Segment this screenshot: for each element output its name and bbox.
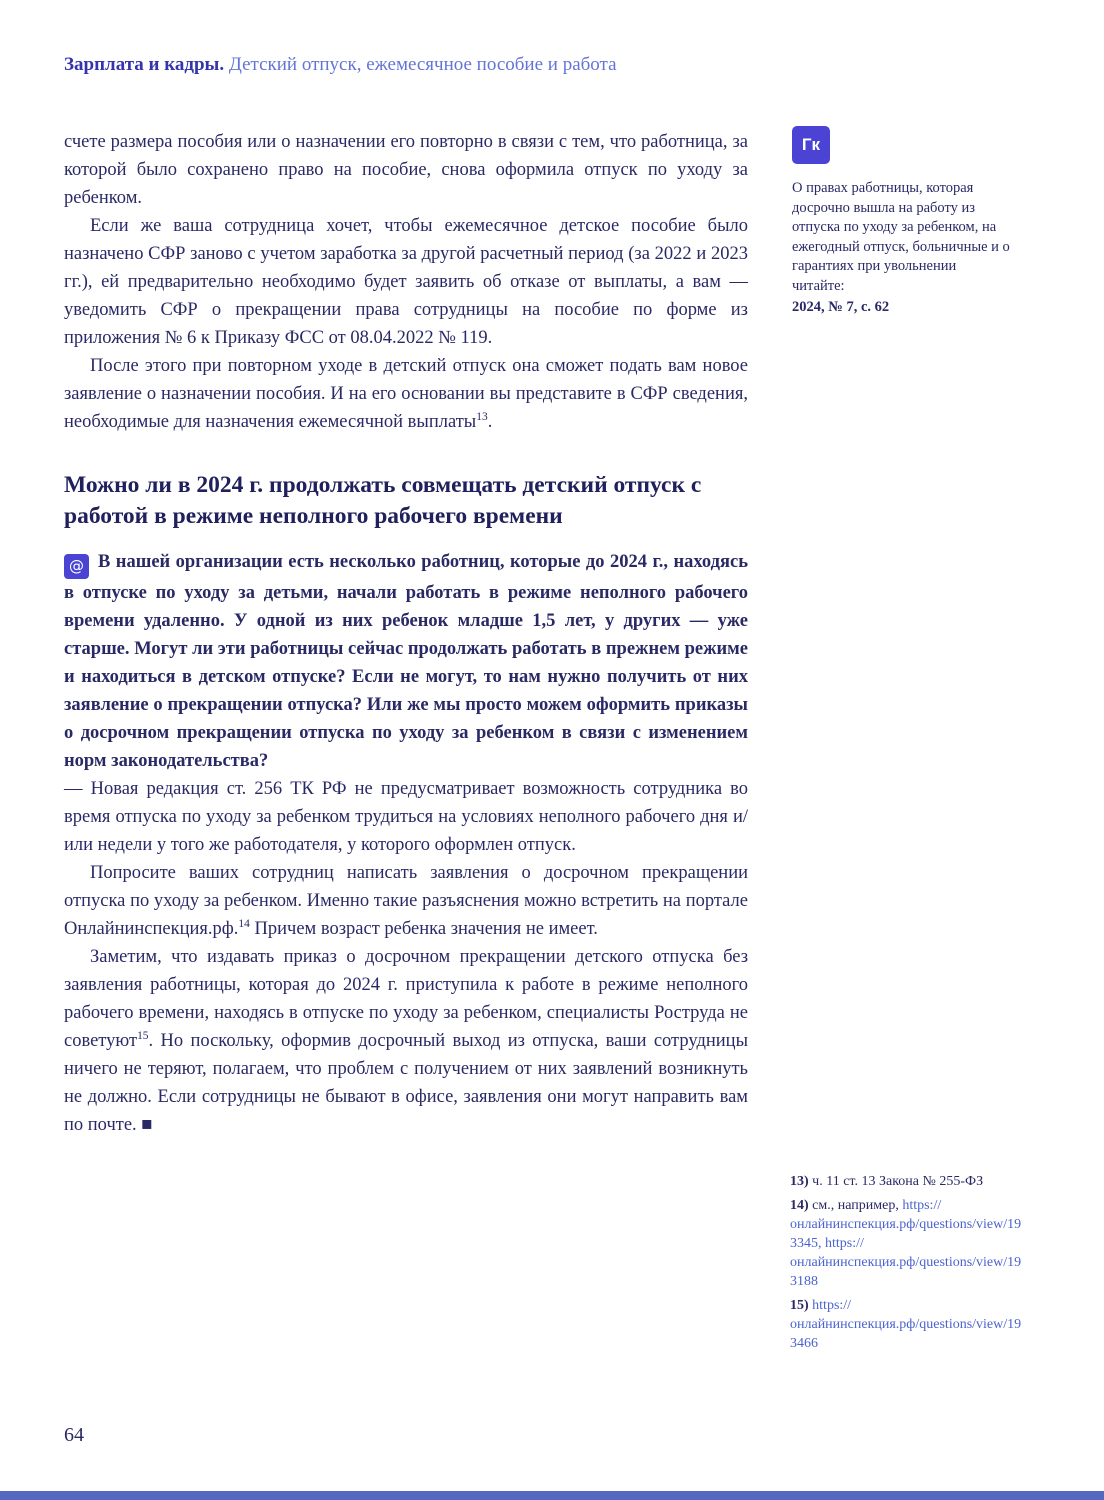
text-run: ч. 11 ст. 13 Закона № 255-ФЗ <box>812 1174 984 1189</box>
article-body <box>64 128 748 1139</box>
text-run: . Но поскольку, оформив досрочный выход из отпуска, ваши сотрудницы ничего не теряют, полагаем, что проблем с получением от них заявлений возникнуть не должно. Если сотрудницы не бывают в офисе, заявления они могут направить вам по почте. ■ <box>64 1031 748 1135</box>
body-paragraph <box>64 943 748 1139</box>
footnote <box>790 1296 1024 1353</box>
footnote-ref: 13 <box>476 410 488 423</box>
page-number: 64 <box>64 1424 84 1446</box>
text-run: — Новая редакция ст. 256 ТК РФ не предусматривает возможность сотрудника во время отпуска по уходу за ребенком трудиться на условиях неполного рабочего дня и/или недели у того же работодателя, у которого оформлен отпуск. <box>64 779 748 855</box>
body-paragraph <box>64 212 748 352</box>
footnote-ref: 15 <box>137 1029 149 1042</box>
header-section-title: Зарплата и кадры. <box>64 54 225 75</box>
footnote <box>790 1172 1024 1191</box>
body-paragraph <box>64 128 748 212</box>
footnotes <box>790 1172 1024 1358</box>
text-run: После этого при повторном уходе в детский отпуск она сможет подать вам новое заявление о назначении пособия. И на его основании вы представите в СФР сведения, необходимые для назначения ежемесячной выплаты <box>64 356 748 432</box>
sidebar-note: О правах работницы, которая досрочно вышла на работу из отпуска по уходу за ребенком, на ежегодный отпуск, больничные и о гарантиях при увольнении читайте: <box>792 180 1010 294</box>
sidebar-note-reference: 2024, № 7, с. 62 <box>792 299 890 315</box>
at-icon: @ <box>64 554 89 579</box>
page-header <box>64 54 617 76</box>
body-paragraph <box>64 775 748 859</box>
text-run: Заметим, что издавать приказ о досрочном прекращении детского отпуска без заявления работницы, которая до 2024 г. приступила к работе в режиме неполного рабочего времени, находясь в отпуске по уходу за ребенком, специалисты Роструда не советуют <box>64 947 748 1051</box>
footnote-link[interactable]: https://онлайнинспекция.рф/questions/view/193188 <box>790 1236 1022 1289</box>
footnote-link[interactable]: https://онлайнинспекция.рф/questions/view/193345, <box>790 1198 1022 1251</box>
question-paragraph <box>64 548 748 775</box>
text-run: Попросите ваших сотрудниц написать заявления о досрочном прекращении отпуска по уходу за ребенком. Именно такие разъяснения можно встретить на портале Онлайнинспекция.рф. <box>64 863 748 939</box>
bottom-accent-bar <box>0 1491 1104 1500</box>
text-run: Причем возраст ребенка значения не имеет. <box>249 919 598 939</box>
footnote-number: 15) <box>790 1298 813 1313</box>
footnote-ref: 14 <box>238 917 250 930</box>
text-run: см., например, <box>812 1198 903 1213</box>
body-paragraph <box>64 352 748 436</box>
article-heading: Можно ли в 2024 г. продолжать совмещать детский отпуск с работой в режиме неполного рабочего времени <box>64 472 702 529</box>
footnote-link[interactable]: https://онлайнинспекция.рф/questions/view/193466 <box>790 1298 1022 1351</box>
gk-logo-icon: Гк <box>792 126 830 164</box>
footnote-number: 13) <box>790 1174 813 1189</box>
text-run: Если же ваша сотрудница хочет, чтобы ежемесячное детское пособие было назначено СФР заново с учетом заработка за другой расчетный период (за 2022 и 2023 гг.), ей предварительно необходимо будет заявить об отказе от выплаты, а вам — уведомить СФР о прекращении права сотрудницы на пособие по форме из приложения № 6 к Приказу ФСС от 08.04.2022 № 119. <box>64 216 748 348</box>
sidebar <box>792 126 1010 318</box>
text-run: счете размера пособия или о назначении его повторно в связи с тем, что работница, за которой было сохранено право на пособие, снова оформила отпуск по уходу за ребенком. <box>64 132 748 208</box>
footnote-number: 14) <box>790 1198 813 1213</box>
text-run: . <box>487 412 493 432</box>
header-article-title: Детский отпуск, ежемесячное пособие и работа <box>228 54 617 75</box>
text-run: В нашей организации есть несколько работниц, которые до 2024 г., находясь в отпуске по уходу за детьми, начали работать в режиме неполного рабочего времени удаленно. У одной из них ребенок младше 1,5 лет, у других — уже старше. Могут ли эти работницы сейчас продолжать работать в прежнем режиме и находиться в детском отпуске? Если не могут, то нам нужно получить от них заявление о прекращении отпуска? Или же мы просто можем оформить приказы о досрочном прекращении отпуска по уходу за ребенком в связи с изменением норм законодательства? <box>64 552 748 771</box>
footnote <box>790 1196 1024 1291</box>
body-paragraph <box>64 859 748 943</box>
